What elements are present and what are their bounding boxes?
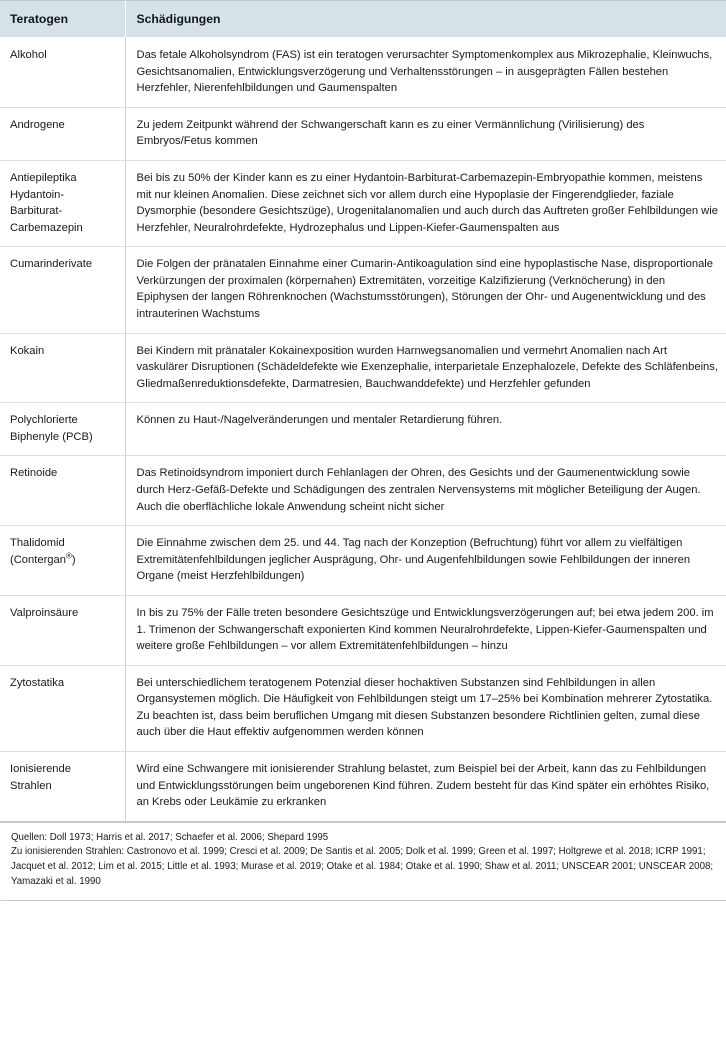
cell-schaedigungen: Das fetale Alkoholsyndrom (FAS) ist ein teratogen verursachter Symptomenkomplex aus Mikrozephalie, Kleinwuchs, Gesichtsanomalien, Entwicklungsverzögerung und Verhaltensstörungen – in ausgeprägten Fällen bestehen Herzfehler, Nierenfehlbildungen und Gaumenspalten bbox=[125, 38, 726, 108]
teratogen-table bbox=[0, 1, 726, 822]
table-row bbox=[0, 333, 726, 403]
table-row bbox=[0, 751, 726, 821]
cell-teratogen bbox=[0, 38, 125, 108]
table-row bbox=[0, 160, 726, 246]
cell-teratogen bbox=[0, 107, 125, 160]
teratogen-label-line: Alkohol bbox=[10, 49, 47, 62]
table-body bbox=[0, 38, 726, 822]
cell-schaedigungen: Können zu Haut-/Nagelveränderungen und mentaler Retardierung führen. bbox=[125, 403, 726, 456]
teratogen-label-line: Androgene bbox=[10, 118, 65, 131]
teratogen-label-line: Cumarinderivate bbox=[10, 258, 93, 271]
teratogen-label-line: Zytostatika bbox=[10, 676, 65, 689]
cell-schaedigungen: Bei unterschiedlichem teratogenem Potenzial dieser hochaktiven Substanzen sind Fehlbildungen in allen Organsystemen möglich. Die Häufigkeit von Fehlbildungen steigt um 17–25% bei Kombination mehrerer Zytostatika. Zu beachten ist, dass beim beruflichen Umgang mit diesen Substanzen besondere Richtlinien gelten, zumal diese auch über die Haut effektiv aufgenommen werden können bbox=[125, 665, 726, 751]
cell-schaedigungen: Zu jedem Zeitpunkt während der Schwangerschaft kann es zu einer Vermännlichung (Virilisierung) des Embryos/Fetus kommen bbox=[125, 107, 726, 160]
teratogen-label-line: Biphenyle (PCB) bbox=[10, 430, 93, 443]
cell-teratogen bbox=[0, 160, 125, 246]
cell-teratogen bbox=[0, 247, 125, 333]
cell-schaedigungen: Das Retinoidsyndrom imponiert durch Fehlanlagen der Ohren, des Gesichts und der Gaumenentwicklung sowie durch Herz-Gefäß-Defekte und Schädigungen des zentralen Nervensystems mit möglicher Beteiligung der Augen. Auch die oberflächliche lokale Anwendung scheint nicht sicher bbox=[125, 456, 726, 526]
table-header bbox=[0, 1, 726, 38]
cell-schaedigungen: Wird eine Schwangere mit ionisierender Strahlung belastet, zum Beispiel bei der Arbeit, kann das zu Fehlbildungen und Entwicklungsstörungen beim ungeborenen Kind führen. Zudem besteht für das Kind später ein erhöhtes Risiko, an Krebs oder Leukämie zu erkranken bbox=[125, 751, 726, 821]
teratogen-label-line: Carbemazepin bbox=[10, 221, 83, 234]
cell-teratogen bbox=[0, 595, 125, 665]
cell-schaedigungen: Bei bis zu 50% der Kinder kann es zu einer Hydantoin-Barbiturat-Carbemazepin-Embryopathie kommen, meistens mit nur kleinen Anomalien. Diese zeichnet sich vor allem durch eine Hypoplasie der Fingerendglieder, faziale Dysmorphie (besondere Gesichtszüge), Urogenitalanomalien und auch durch das Auftreten großer Fehlbildungen wie Herzfehler, Neuralrohrdefekte, Hydrozephalus und Lippen-Kiefer-Gaumenspalten aus bbox=[125, 160, 726, 246]
teratogen-label-line: Strahlen bbox=[10, 779, 52, 792]
teratogen-label-line: Kokain bbox=[10, 344, 45, 357]
table-row bbox=[0, 595, 726, 665]
cell-teratogen bbox=[0, 403, 125, 456]
cell-teratogen bbox=[0, 665, 125, 751]
table-row bbox=[0, 526, 726, 596]
column-header-schaedigungen: Schädigungen bbox=[125, 1, 726, 38]
cell-schaedigungen: Die Einnahme zwischen dem 25. und 44. Tag nach der Konzeption (Befruchtung) führt vor allem zu vielfältigen Extremitätenfehlbildungen jeglicher Ausprägung, Ohr- und Augenfehlbildungen sowie Fehlbildungen der inneren Organe (meist Herzfehlbildungen) bbox=[125, 526, 726, 596]
teratogen-label-line: Retinoide bbox=[10, 467, 58, 480]
teratogen-label-line: Thalidomid bbox=[10, 537, 65, 550]
header-row bbox=[0, 1, 726, 38]
cell-schaedigungen: Bei Kindern mit pränataler Kokainexposition wurden Harnwegsanomalien und vermehrt Anomalien nach Art vaskulärer Disruptionen (Schädeldefekte wie Exenzephalie, interparietale Enzephalozele, Defekte des Schläfenbeins, Gliedmaßenreduktionsdefekte, Darmatresien, Bauchwanddefekte) und Herzfehler gefunden bbox=[125, 333, 726, 403]
teratogen-label-line: (Contergan®) bbox=[10, 551, 76, 566]
table-row bbox=[0, 38, 726, 108]
cell-teratogen bbox=[0, 751, 125, 821]
cell-teratogen bbox=[0, 526, 125, 596]
table-row bbox=[0, 456, 726, 526]
teratogen-label-line: Polychlorierte bbox=[10, 414, 78, 427]
sources-footer bbox=[0, 823, 726, 901]
cell-teratogen bbox=[0, 456, 125, 526]
teratogen-label-line: Hydantoin- bbox=[10, 188, 65, 201]
table-row bbox=[0, 403, 726, 456]
sources-line-radiation: Zu ionisierenden Strahlen: Castronovo et al. 1999; Cresci et al. 2009; De Santis et al. 2005; Dolk et al. 1999; Green et al. 1997; Holtgrewe et al. 2018; ICRP 1991; Jacquet et al. 2012; Lim et al. 2015; Little et al. 1993; Murase et al. 2019; Otake et al. 1984; Otake et al. 1990; Shaw et al. 2011; UNSCEAR 2001; UNSCEAR 2008; Yamazaki et al. 1990 bbox=[11, 846, 714, 887]
teratogen-label-line: Barbiturat- bbox=[10, 205, 63, 218]
table-row bbox=[0, 107, 726, 160]
table-row bbox=[0, 247, 726, 333]
table-row bbox=[0, 665, 726, 751]
teratogen-label-line: Valproinsäure bbox=[10, 606, 79, 619]
cell-schaedigungen: Die Folgen der pränatalen Einnahme einer Cumarin-Antikoagulation sind eine hypoplastische Nase, disproportionale Verkürzungen der proximalen (körpernahen) Extremitäten, vorzeitige Kalzifizierung (Verknöcherung) in den Epiphysen der langen Röhrenknochen (Wachstumsstörungen), Störungen der Ohr- und Augenentwicklung und des intrauterinen Wachstums bbox=[125, 247, 726, 333]
teratogen-label-line: Ionisierende bbox=[10, 762, 71, 775]
cell-schaedigungen: In bis zu 75% der Fälle treten besondere Gesichtszüge und Entwicklungsverzögerungen auf; bei etwa jedem 200. im 1. Trimenon der Schwangerschaft exponierten Kind kommen Neuralrohrdefekte, Lippen-Kiefer-Gaumenspalten und weitere große Fehlbildungen – vor allem Extremitätenfehlbildungen – hinzu bbox=[125, 595, 726, 665]
cell-teratogen bbox=[0, 333, 125, 403]
teratogen-label-line: Antiepileptika bbox=[10, 171, 77, 184]
sources-line-primary: Quellen: Doll 1973; Harris et al. 2017; Schaefer et al. 2006; Shepard 1995 bbox=[11, 831, 329, 843]
column-header-teratogen: Teratogen bbox=[0, 1, 125, 38]
